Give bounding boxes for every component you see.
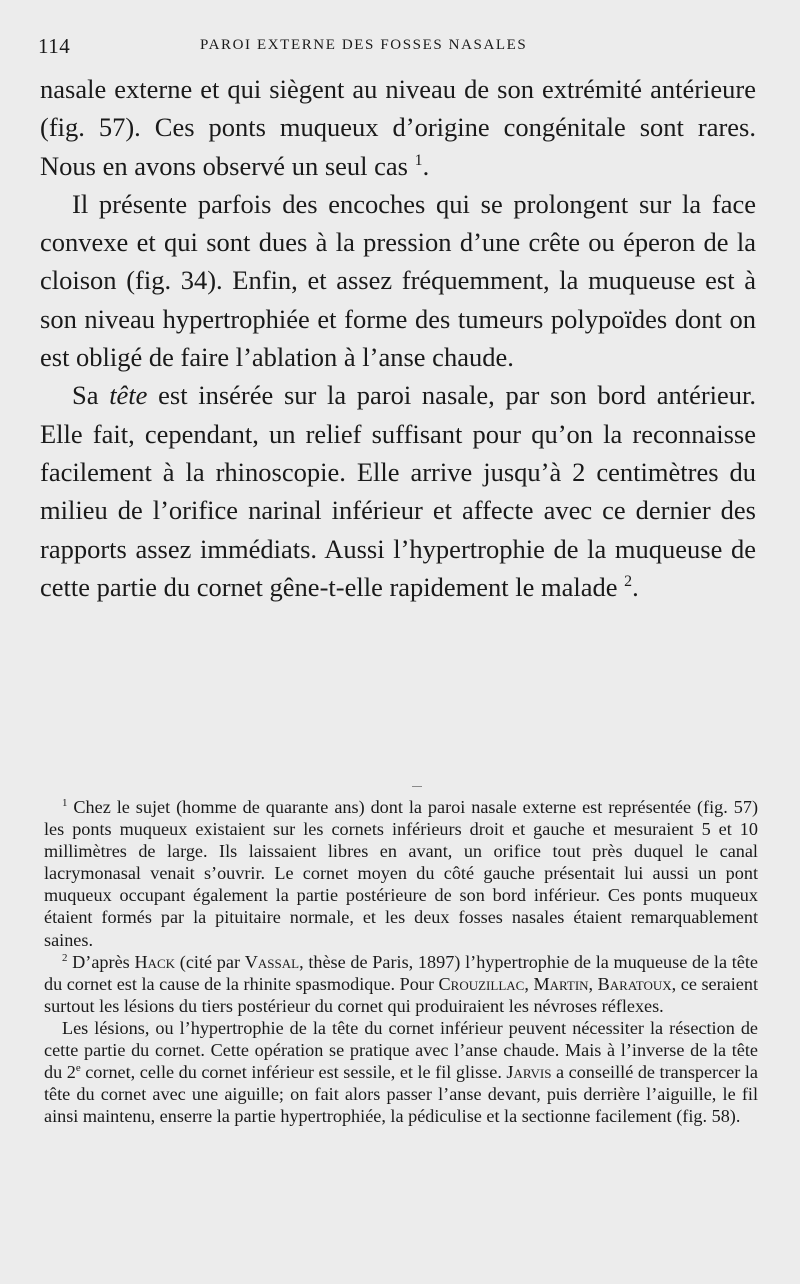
- paragraph-3-start: Sa: [72, 380, 99, 411]
- footnote-ref-2: 2: [624, 573, 633, 591]
- main-text: [40, 70, 756, 606]
- author-vassal: Vassal: [244, 951, 300, 972]
- page-header: [38, 34, 760, 64]
- footnote-2-cont-a: Les lésions, ou l’hypertrophie de la tête du cornet inférieur peuvent nécessiter la résection de cette partie du cornet. Cette opération se pratique avec l’anse chaude. Mais à l’inverse de la tête du 2: [44, 1017, 758, 1083]
- page-number: 114: [38, 34, 71, 58]
- footnote-2-text-d: , ce seraient surtout les lésions du tiers postérieur du cornet qui produiraient les névroses réflexes.: [44, 973, 759, 1016]
- footnote-2-sep-1: ,: [524, 973, 529, 994]
- footnote-2-marker: 2: [62, 951, 68, 964]
- footnote-separator: [412, 786, 422, 787]
- paragraph-3-end: .: [632, 571, 639, 602]
- footnote-2-cont-b: cornet, celle du cornet inférieur est sessile, et le fil glisse.: [85, 1062, 502, 1083]
- footnote-2: [44, 951, 758, 1017]
- paragraph-1-text: nasale externe et qui siègent au niveau de son extrémité antérieure (fig. 57). Ces ponts muqueux d’origine congénitale sont rares. Nous en avons observé un seul cas: [40, 74, 756, 181]
- author-hack: Hack: [134, 951, 176, 972]
- ordinal-superscript: e: [75, 1062, 81, 1075]
- author-baratoux: Baratoux: [597, 973, 672, 994]
- author-jarvis: Jarvis: [506, 1062, 552, 1083]
- footnote-ref-1: 1: [414, 151, 423, 169]
- footnote-2-sep-2: ,: [588, 973, 594, 994]
- footnote-1-text: Chez le sujet (homme de quarante ans) dont la paroi nasale externe est représentée (fig. 57) les ponts muqueux existaient sur les cornets inférieurs droit et gauche et mesuraient 5 et 10 millimètres de large. Ils laissaient libres en avant, un orifice tout près duquel le canal lacrymonasal venait s’ouvrir. Le cornet moyen du côté gauche présentait lui aussi un pont muqueux occupant également la partie postérieure de son bord inférieur. Ces ponts muqueux étaient formés par la pituitaire normale, et les deux fosses nasales étaient remarquablement saines.: [44, 797, 758, 950]
- paragraph-3-italic: tête: [109, 380, 148, 411]
- footnote-1: [44, 796, 758, 951]
- paragraph-1-end: .: [422, 150, 430, 181]
- paragraph-2-text: Il présente parfois des encoches qui se prolongent sur la face convexe et qui sont dues à la pression d’une crête ou éperon de la cloison (fig. 34). Enfin, et assez fréquemment, la muqueuse est à son niveau hypertrophiée et forme des tumeurs polypoïdes dont on est obligé de faire l’ablation à l’anse chaude.: [40, 188, 756, 373]
- footnote-2-cont-c: a conseillé de transpercer la tête du cornet avec une aiguille; on fait alors passer l’anse devant, puis derrière l’aiguille, le fil ainsi maintenu, enserre la partie hypertrophiée, la pédiculise et la sectionne facilement (fig. 58).: [44, 1062, 758, 1127]
- footnote-1-marker: 1: [62, 796, 68, 809]
- paragraph-3-text: est insérée sur la paroi nasale, par son bord antérieur. Elle fait, cependant, un relief suffisant pour qu’on la reconnaisse facilement à la rhinoscopie. Elle arrive jusqu’à 2 centimètres du milieu de l’orifice narinal inférieur et affecte avec ce dernier des rapports assez immédiats. Aussi l’hypertrophie de la muqueuse de cette partie du cornet gêne-t-elle rapidement le malade: [40, 380, 757, 602]
- author-martin: Martin: [533, 973, 589, 994]
- footnote-2-text-a: D’après: [72, 951, 130, 972]
- footnote-2-continuation: [44, 1017, 758, 1127]
- paragraph-1: [40, 70, 756, 185]
- paragraph-3: [40, 376, 756, 606]
- footnote-2-text-c: , thèse de Paris, 1897) l’hypertrophie de la muqueuse de la tête du cornet est la cause de la rhinite spasmodique. Pour: [44, 951, 758, 994]
- running-head: PAROI EXTERNE DES FOSSES NASALES: [200, 37, 528, 53]
- author-crouzillac: Crouzillac: [438, 973, 525, 994]
- paragraph-2: [40, 185, 756, 376]
- footnote-2-text-b: (cité par: [179, 951, 241, 972]
- footnotes: [44, 796, 758, 1127]
